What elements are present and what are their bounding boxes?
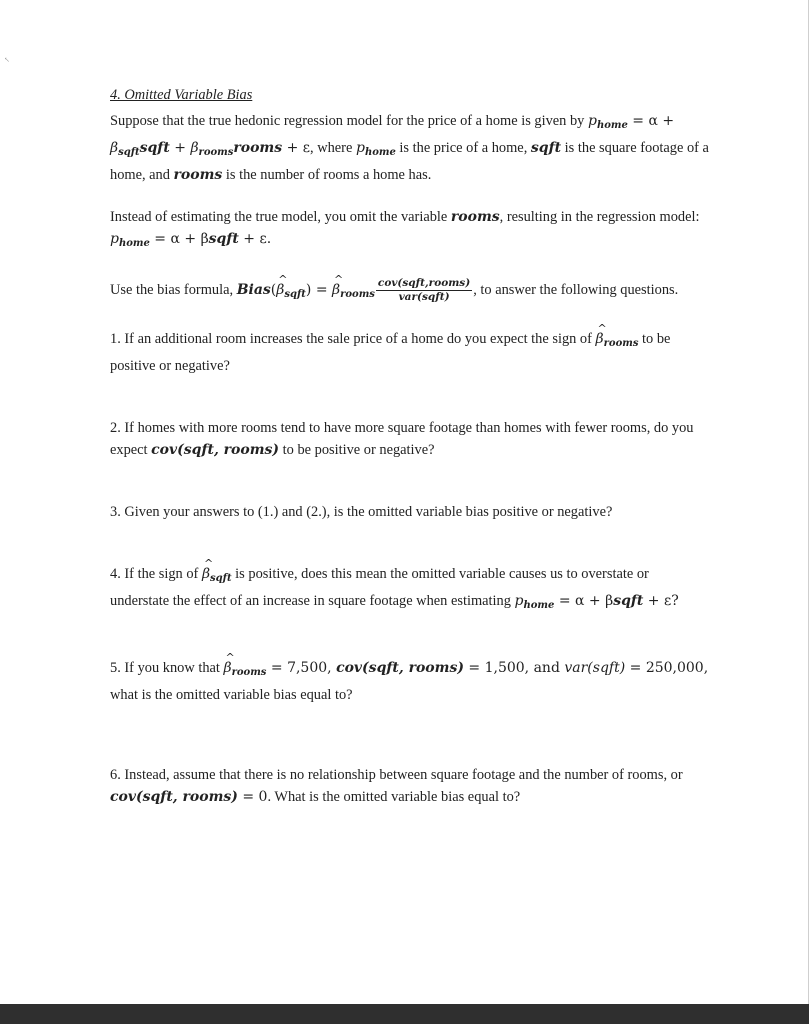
- omit-p-sub: home: [118, 238, 150, 249]
- question-3: [110, 501, 710, 523]
- q5-beta-sub: rooms: [231, 666, 267, 678]
- intro-paragraph: [110, 110, 710, 186]
- intro-text-2: , where: [310, 140, 356, 156]
- question-6: [110, 764, 710, 808]
- intro-beta1-sub: sqft: [118, 147, 140, 158]
- q2-text-1: 2. If homes with more rooms tend to have more square footage than homes with fewer rooms, do you expect: [110, 419, 694, 458]
- intro-plus: +: [169, 140, 191, 156]
- bias-numerator: cov(sqft,rooms): [377, 277, 471, 289]
- q4-beta-sub: sqft: [210, 572, 232, 584]
- q1-text-2: to be positive or negative?: [110, 330, 671, 374]
- q2-cov: cov(sqft, rooms): [151, 441, 280, 458]
- q5-cov: cov(sqft, rooms): [336, 659, 464, 676]
- intro-p: p: [587, 113, 597, 129]
- q6-text-2: . What is the omitted variable bias equal to?: [267, 788, 521, 805]
- q4-eq-end: + ε?: [643, 592, 679, 609]
- q1-text-1: 1. If an additional room increases the sale price of a home do you expect the sign of: [110, 330, 596, 347]
- q2-text-2: to be positive or negative?: [279, 441, 435, 458]
- bias-text-1: Use the bias formula,: [110, 281, 237, 298]
- q1-beta-hat: ^ β: [596, 328, 604, 350]
- q5-beta-hat: ^ β: [224, 657, 232, 679]
- q6-text-1: 6. Instead, assume that there is no relationship between square footage and the number of rooms, or: [110, 766, 683, 783]
- intro-eq-rest: = α +: [627, 113, 675, 129]
- q5-text-1: 5. If you know that: [110, 659, 224, 676]
- q4-p: p: [514, 592, 524, 609]
- bias-beta2-hat: ^ β: [332, 279, 340, 301]
- intro-text-5: is the number of rooms a home has.: [222, 167, 432, 183]
- omit-eq: = α + β: [149, 231, 209, 247]
- intro-text-3: is the price of a home,: [395, 140, 531, 156]
- question-4: [110, 563, 710, 617]
- intro-eps: + ε: [282, 140, 311, 156]
- q4-eq: = α + β: [554, 592, 614, 609]
- intro-text-1: Suppose that the true hedonic regression model for the price of a home is given by: [110, 113, 588, 129]
- bottom-bar: [0, 1004, 809, 1024]
- bias-close-paren: ) =: [305, 281, 332, 298]
- intro-beta1: β: [110, 140, 119, 156]
- bias-denominator: var(sqft): [398, 291, 450, 303]
- q3-text: 3. Given your answers to (1.) and (2.), is the omitted variable bias positive or negative?: [110, 503, 613, 520]
- q5-value-1: = 7,500,: [266, 659, 337, 676]
- bias-text-2: , to answer the following questions.: [473, 281, 679, 298]
- intro-p2-sub: home: [364, 147, 396, 158]
- q4-text-1: 4. If the sign of: [110, 565, 202, 582]
- omit-paragraph: [110, 206, 710, 255]
- corner-mark: ↖: [4, 56, 10, 64]
- bias-beta2-sub: rooms: [340, 288, 375, 300]
- q6-value: = 0: [237, 788, 268, 805]
- intro-p-sub: home: [596, 120, 628, 131]
- q4-sqft: sqft: [613, 592, 644, 609]
- bias-beta-sub: sqft: [284, 288, 306, 300]
- question-2: [110, 417, 710, 461]
- bias-fraction: [376, 277, 472, 304]
- omit-text-1: Instead of estimating the true model, you omit the variable: [110, 209, 451, 225]
- intro-beta2: β: [190, 140, 199, 156]
- section-heading: 4. Omitted Variable Bias: [110, 87, 253, 103]
- bias-open-paren: (: [270, 281, 277, 298]
- q5-value-2: = 1,500, and: [463, 659, 565, 676]
- q5-var: var(sqft): [564, 659, 626, 676]
- document-page: [110, 84, 710, 808]
- intro-var-rooms-2: rooms: [173, 167, 223, 183]
- intro-var-rooms: rooms: [233, 140, 283, 156]
- q4-text-2: is positive, does this mean the omitted variable causes us to overstate or understate the effect of an increase in square footage when estimating: [110, 565, 649, 609]
- intro-text-4: is the square footage of a home, and: [110, 140, 709, 183]
- intro-p2: p: [355, 140, 365, 156]
- omit-sqft: sqft: [208, 231, 239, 247]
- omit-p: p: [110, 231, 119, 247]
- q5-text-2: what is the omitted variable bias equal to?: [110, 686, 353, 703]
- intro-beta2-sub: rooms: [198, 147, 234, 158]
- q1-beta-sub: rooms: [603, 337, 639, 349]
- question-5: [110, 657, 710, 706]
- omit-text-2: , resulting in the regression model:: [499, 209, 700, 225]
- bias-beta-hat: ^ β: [276, 279, 284, 301]
- q4-p-sub: home: [523, 599, 555, 611]
- question-1: [110, 328, 710, 377]
- omit-var-rooms: rooms: [450, 209, 500, 225]
- q4-beta-hat: ^ β: [202, 563, 210, 585]
- intro-var-sqft-2: sqft: [530, 140, 562, 156]
- bias-formula-paragraph: [110, 277, 710, 306]
- q5-value-3: = 250,000,: [625, 659, 709, 676]
- intro-var-sqft: sqft: [139, 140, 170, 156]
- q6-cov: cov(sqft, rooms): [110, 788, 238, 805]
- bias-word: Bias: [236, 281, 271, 298]
- omit-eq-end: + ε.: [238, 231, 272, 247]
